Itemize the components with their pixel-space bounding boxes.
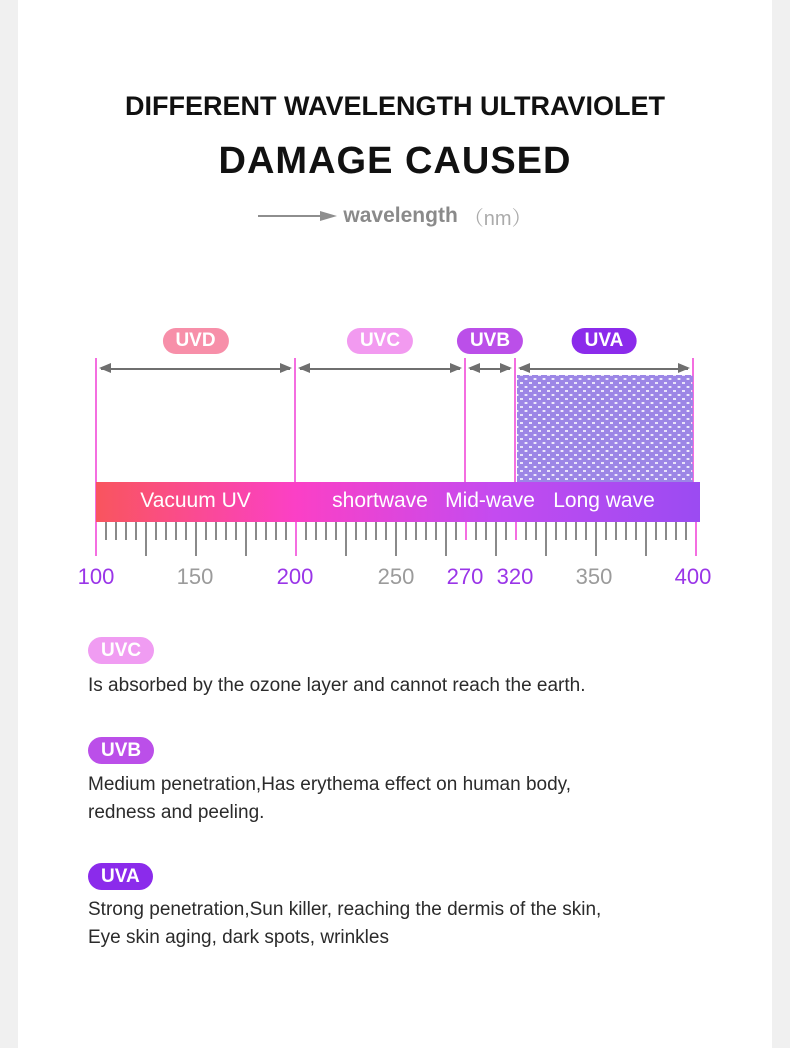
ruler-tick	[585, 522, 587, 540]
uva-description-line: Eye skin aging, dark spots, wrinkles	[88, 927, 389, 948]
ruler-tick	[185, 522, 187, 540]
ruler-tick	[695, 522, 697, 556]
wavelength-axis-header	[0, 203, 790, 229]
ruler-tick	[285, 522, 287, 540]
axis-tick-label: 250	[377, 564, 415, 589]
axis-tick-label: 150	[176, 564, 214, 589]
ruler-tick	[175, 522, 177, 540]
page-subtitle: DAMAGE CAUSED	[218, 140, 572, 182]
uva-description-line: Strong penetration,Sun killer, reaching the dermis of the skin,	[88, 899, 602, 920]
uvc-description-line: Is absorbed by the ozone layer and cannot reach the earth.	[88, 675, 586, 696]
axis-tick-label: 100	[77, 564, 115, 589]
ruler-tick	[475, 522, 477, 540]
wavelength-unit: （nm）	[463, 207, 532, 230]
band-badge-uvb: UVB	[457, 328, 523, 354]
ruler-tick	[255, 522, 257, 540]
ruler-tick	[95, 522, 97, 556]
ruler-tick	[415, 522, 417, 540]
ruler-tick	[215, 522, 217, 540]
ruler-tick	[525, 522, 527, 540]
ruler-tick	[675, 522, 677, 540]
ruler-tick	[425, 522, 427, 540]
ruler-tick	[145, 522, 147, 556]
ruler-tick	[205, 522, 207, 540]
range-arrow-uva	[518, 363, 690, 374]
ruler-tick	[245, 522, 247, 556]
ruler-tick	[195, 522, 197, 556]
range-arrow-uvc	[298, 363, 462, 374]
ruler-tick	[315, 522, 317, 540]
bar-segment-label: Vacuum UV	[140, 489, 251, 512]
ruler-tick	[335, 522, 337, 540]
ruler-tick	[135, 522, 137, 540]
uva-badge: UVA	[88, 863, 153, 890]
ruler-tick	[605, 522, 607, 540]
ruler-tick	[645, 522, 647, 556]
ruler-tick	[365, 522, 367, 540]
arrow-shaft	[258, 215, 320, 217]
ruler-tick	[545, 522, 547, 556]
arrow-shaft	[101, 368, 290, 370]
ruler-tick	[155, 522, 157, 540]
bar-segment-label: Mid-wave	[445, 489, 535, 512]
ruler-tick	[515, 522, 517, 540]
axis-tick-label: 270	[446, 564, 484, 589]
arrowhead-icon	[450, 363, 462, 373]
ruler-tick	[395, 522, 397, 556]
ruler-tick	[265, 522, 267, 540]
uvc-badge: UVC	[88, 637, 154, 664]
ruler-tick	[555, 522, 557, 540]
ruler-tick	[595, 522, 597, 556]
arrowhead-icon	[678, 363, 690, 373]
ruler-tick	[635, 522, 637, 540]
range-arrow-uvd	[99, 363, 292, 374]
ruler-tick	[465, 522, 467, 540]
ruler-tick	[535, 522, 537, 540]
ruler-tick	[495, 522, 497, 556]
axis-tick-label: 350	[575, 564, 613, 589]
page-title: DIFFERENT WAVELENGTH ULTRAVIOLET	[125, 91, 665, 121]
arrowhead-icon	[99, 363, 111, 373]
ruler-tick	[485, 522, 487, 540]
ruler-tick	[615, 522, 617, 540]
ruler-tick	[345, 522, 347, 556]
right-arrow-icon	[320, 211, 337, 221]
ruler-tick	[375, 522, 377, 540]
ruler-tick	[225, 522, 227, 540]
ruler-tick	[325, 522, 327, 540]
axis-tick-label: 320	[496, 564, 534, 589]
band-badge-uvd: UVD	[162, 328, 228, 354]
ruler-tick	[115, 522, 117, 540]
arrowhead-icon	[280, 363, 292, 373]
uvb-description-line: redness and peeling.	[88, 802, 265, 823]
ruler-tick	[455, 522, 457, 540]
range-arrow-uvb	[468, 363, 512, 374]
ruler-tick	[665, 522, 667, 540]
ruler-tick	[235, 522, 237, 540]
ruler-tick	[565, 522, 567, 540]
ruler-tick	[655, 522, 657, 540]
arrowhead-icon	[298, 363, 310, 373]
arrowhead-icon	[518, 363, 530, 373]
ruler-tick	[355, 522, 357, 540]
arrowhead-icon	[468, 363, 480, 373]
ruler-tick	[295, 522, 297, 556]
uvb-description-line: Medium penetration,Has erythema effect on human body,	[88, 774, 572, 795]
ruler-tick	[445, 522, 447, 556]
arrowhead-icon	[500, 363, 512, 373]
bar-segment-label: Long wave	[553, 489, 655, 512]
bar-segment-label: shortwave	[332, 489, 428, 512]
uva-dotted-region	[517, 375, 693, 482]
ruler-tick	[435, 522, 437, 540]
ruler-tick	[505, 522, 507, 540]
band-badge-uvc: UVC	[347, 328, 413, 354]
uvb-badge: UVB	[88, 737, 154, 764]
ruler-tick	[305, 522, 307, 540]
arrow-shaft	[520, 368, 688, 370]
ruler-tick	[125, 522, 127, 540]
ruler-tick	[385, 522, 387, 540]
ruler-tick	[625, 522, 627, 540]
ruler-tick	[405, 522, 407, 540]
wavelength-label: wavelength	[343, 204, 458, 227]
ruler-tick	[105, 522, 107, 540]
ruler-tick	[275, 522, 277, 540]
ruler-tick	[165, 522, 167, 540]
band-badge-uva: UVA	[572, 328, 637, 354]
axis-tick-label: 400	[674, 564, 712, 589]
ruler-tick	[575, 522, 577, 540]
ruler-tick	[685, 522, 687, 540]
axis-tick-label: 200	[276, 564, 314, 589]
arrow-shaft	[300, 368, 460, 370]
